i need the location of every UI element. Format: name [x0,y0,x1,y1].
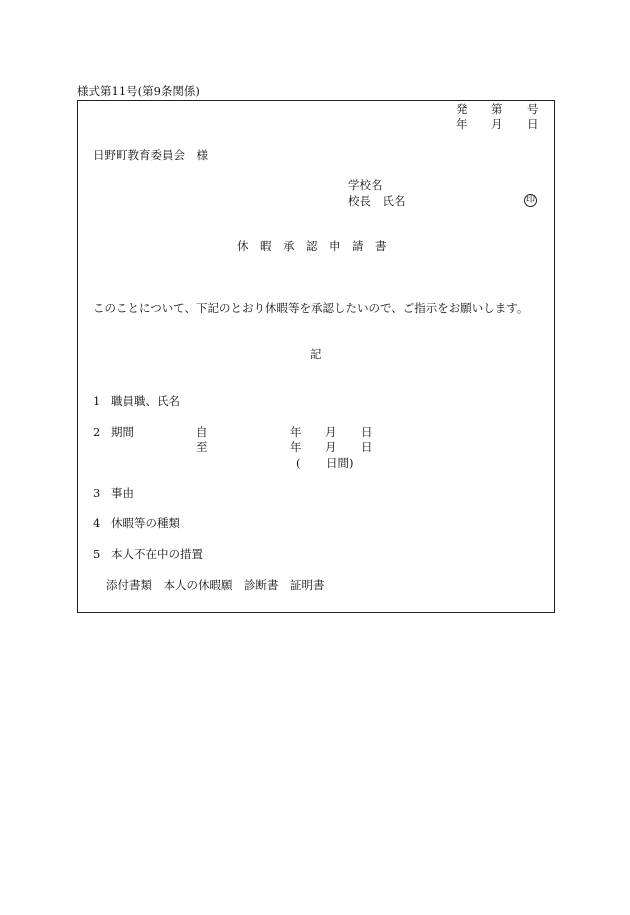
period-paren-open: ( [296,456,301,470]
form-number: 様式第11号(第9条関係) [77,84,200,98]
item2-label: 期間 [111,425,134,439]
period-to-year: 年 [290,440,302,454]
item1-label: 職員職、氏名 [111,394,180,408]
attachments-line: 添付書類 本人の休暇願 診断書 証明書 [106,578,325,592]
item1-number: 1 [93,394,101,408]
item2-number: 2 [93,425,101,439]
period-to-month: 月 [325,440,337,454]
item4-label: 休暇等の種類 [111,516,180,530]
ki-heading: 記 [310,347,322,361]
header-hatsu: 発 [456,102,468,116]
period-from-year: 年 [290,425,302,439]
period-from-month: 月 [325,425,337,439]
period-from: 自 [196,425,208,439]
item3-number: 3 [93,486,101,500]
document-title: 休 暇 承 認 申 請 書 [237,239,387,253]
body-text: このことについて、下記のとおり休暇等を承認したいので、ご指示をお願いします。 [93,301,529,315]
period-to: 至 [196,440,208,454]
addressee: 日野町教育委員会 様 [93,148,208,162]
seal-mark: 印 [525,195,535,205]
item3-label: 事由 [111,486,134,500]
principal-name-label: 校長 氏名 [348,194,406,208]
period-days: 日間) [326,456,354,470]
header-gou: 号 [527,102,539,116]
header-month: 月 [491,117,503,131]
period-to-day: 日 [361,440,373,454]
item4-number: 4 [93,516,101,530]
header-dai: 第 [491,102,503,116]
header-day: 日 [527,117,539,131]
school-name-label: 学校名 [348,178,383,192]
item5-number: 5 [93,547,101,561]
header-year: 年 [456,117,468,131]
period-from-day: 日 [361,425,373,439]
item5-label: 本人不在中の措置 [111,547,203,561]
